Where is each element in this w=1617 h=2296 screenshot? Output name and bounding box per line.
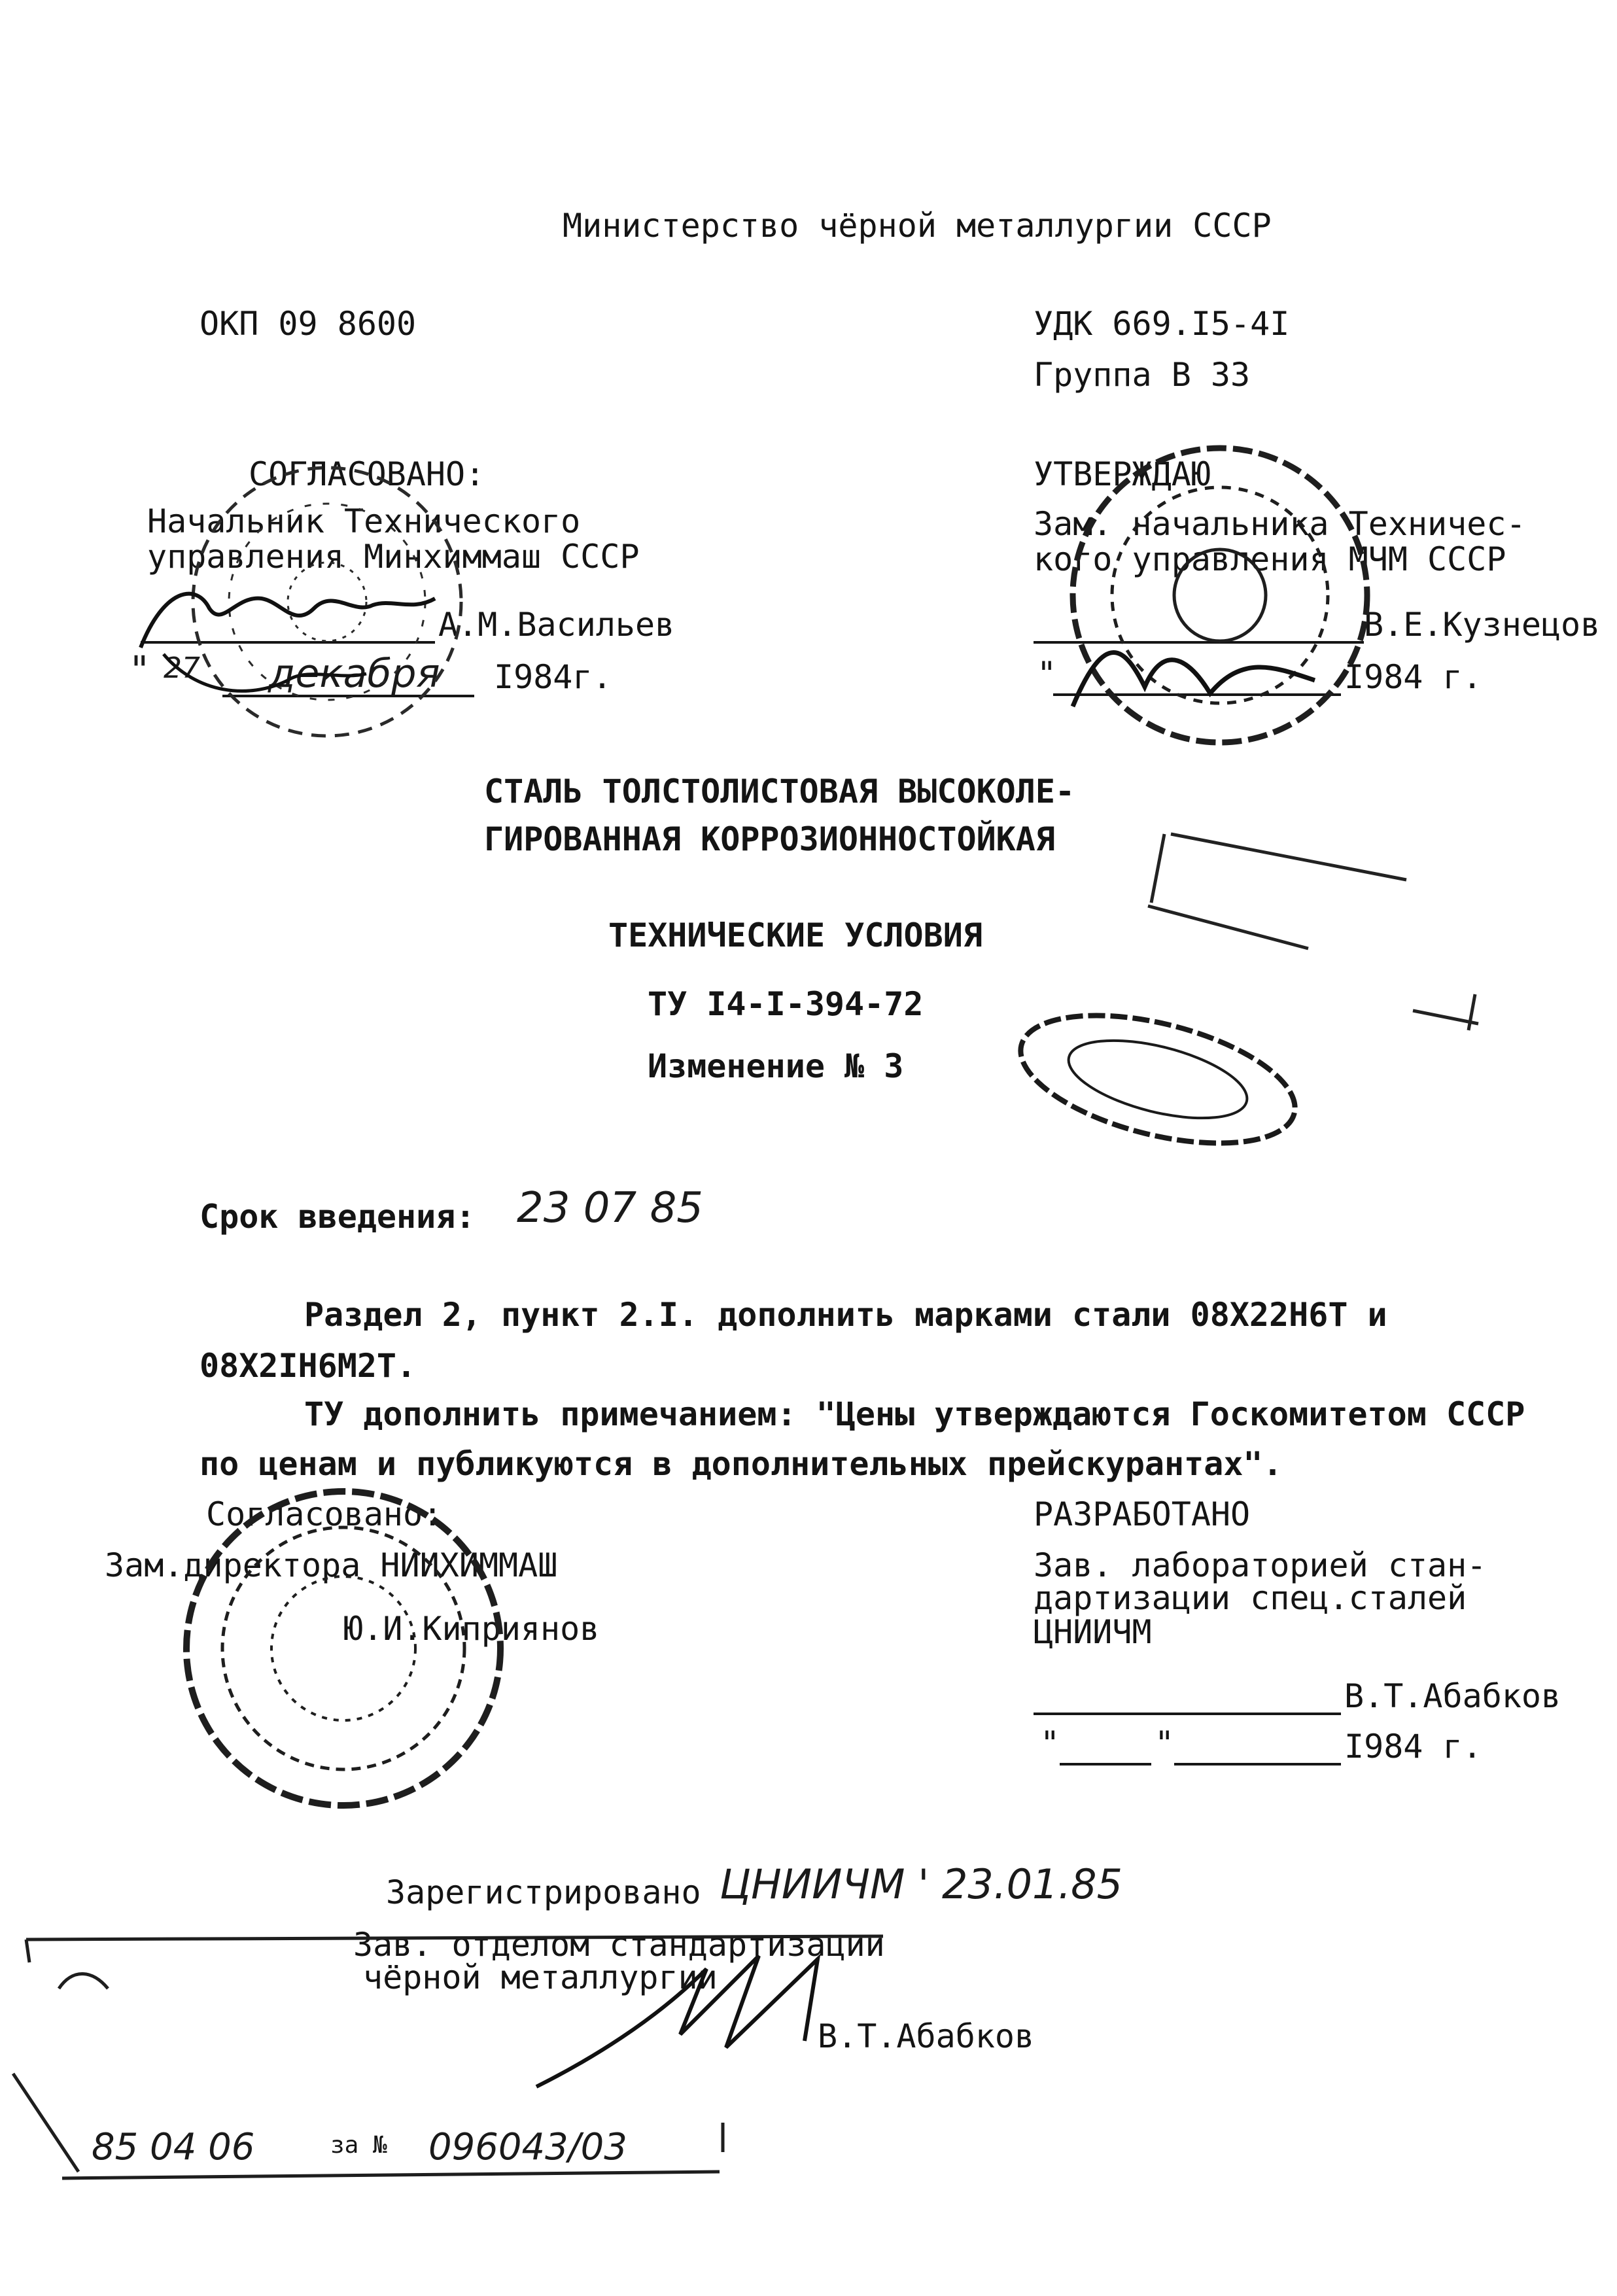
developed-date-quote-open: " — [1040, 1724, 1060, 1762]
developed-position-line1: Зав. лабораторией стан- — [1034, 1546, 1487, 1584]
agreed-position-line1: Начальник Технического — [147, 502, 581, 540]
agreed-bottom-heading: Согласовано: — [206, 1495, 443, 1533]
agreed-heading: СОГЛАСОВАНО: — [249, 455, 485, 493]
developed-date-quote-close: " — [1155, 1724, 1175, 1762]
udk-code: УДК 669.I5-4I — [1034, 305, 1290, 343]
registration-signer: В.Т.Абабков — [818, 2017, 1035, 2055]
signature-registration — [536, 1956, 818, 2087]
title-code: ТУ I4-I-394-72 — [648, 985, 924, 1023]
agreed-date-month: декабря — [268, 651, 440, 697]
stamp-box-number: 85 04 06 — [92, 2126, 255, 2168]
registration-handwritten: ЦНИИЧМ ' 23.01.85 — [720, 1860, 1123, 1908]
rect-stamp-middle-right — [1148, 834, 1478, 1030]
registration-label: Зарегистрировано — [386, 1873, 701, 1911]
effective-label: Срок введения: — [200, 1198, 476, 1236]
group-code: Группа В 33 — [1034, 356, 1251, 394]
registration-position-line1: Зав. отделом стандартизации — [353, 1926, 885, 1964]
ministry-header: Министерство чёрной металлургии СССР — [563, 207, 1272, 245]
effective-date: 23 07 85 — [517, 1184, 703, 1232]
agreed-date-day: 27 — [164, 652, 200, 685]
okp-code: ОКП 09 8600 — [200, 305, 417, 343]
developed-heading: РАЗРАБОТАНО — [1034, 1495, 1251, 1533]
stamp-box-ref-number: 096043/03 — [428, 2126, 627, 2168]
oval-stamp-middle-right — [1008, 992, 1308, 1168]
body-p2-line2: по ценам и публикуются в дополнительных прейскурантах". — [200, 1445, 1283, 1483]
developed-signer: В.Т.Абабков — [1344, 1677, 1561, 1715]
title-subtitle: ТЕХНИЧЕСКИЕ УСЛОВИЯ — [608, 916, 982, 954]
body-p2-line1: ТУ дополнить примечанием: "Цены утверждаются Госкомитетом СССР — [304, 1395, 1525, 1433]
developed-org: ЦНИИЧМ — [1034, 1613, 1152, 1651]
registration-position-line2: чёрной металлургии — [363, 1958, 718, 1996]
agreed-bottom-position: Зам.директора НИИХИММАШ — [105, 1546, 558, 1584]
agreed-bottom-signer: Ю.И.Киприянов — [343, 1610, 600, 1648]
agreed-date-quote: " — [131, 648, 148, 692]
agreed-position-line2: управления Минхиммаш СССР — [147, 538, 640, 576]
approved-date-quote: " — [1037, 655, 1057, 693]
approved-signer: В.Е.Кузнецов — [1364, 606, 1601, 644]
signature-top-left — [141, 594, 435, 648]
approved-heading: УТВЕРЖДАЮ — [1034, 455, 1211, 493]
title-change: Изменение № 3 — [648, 1047, 904, 1085]
body-p1-line1: Раздел 2, пункт 2.I. дополнить марками стали 08Х22Н6Т и — [304, 1296, 1387, 1334]
round-seal-top-right — [1073, 448, 1367, 742]
signature-top-left-flourish — [164, 654, 366, 691]
developed-position-line2: дартизации спец.сталей — [1034, 1579, 1467, 1617]
approved-position-line1: Зам. начальника Техничес- — [1034, 505, 1526, 543]
approved-year: I984 г. — [1344, 658, 1482, 696]
stamp-box-ref-label: за № — [330, 2132, 387, 2159]
developed-year: I984 г. — [1344, 1728, 1482, 1765]
agreed-signer: А.М.Васильев — [438, 606, 675, 644]
body-p1-line2: 08Х2IН6М2Т. — [200, 1347, 417, 1385]
round-seal-bottom-left — [186, 1491, 500, 1805]
title-line2: ГИРОВАННАЯ КОРРОЗИОННОСТОЙКАЯ — [484, 820, 1055, 858]
title-line1: СТАЛЬ ТОЛСТОЛИСТОВАЯ ВЫСОКОЛЕ- — [484, 773, 1075, 810]
agreed-year: I984г. — [494, 658, 612, 696]
approved-position-line2: кого управления МЧМ СССР — [1034, 540, 1506, 578]
signature-top-right — [1073, 653, 1315, 707]
